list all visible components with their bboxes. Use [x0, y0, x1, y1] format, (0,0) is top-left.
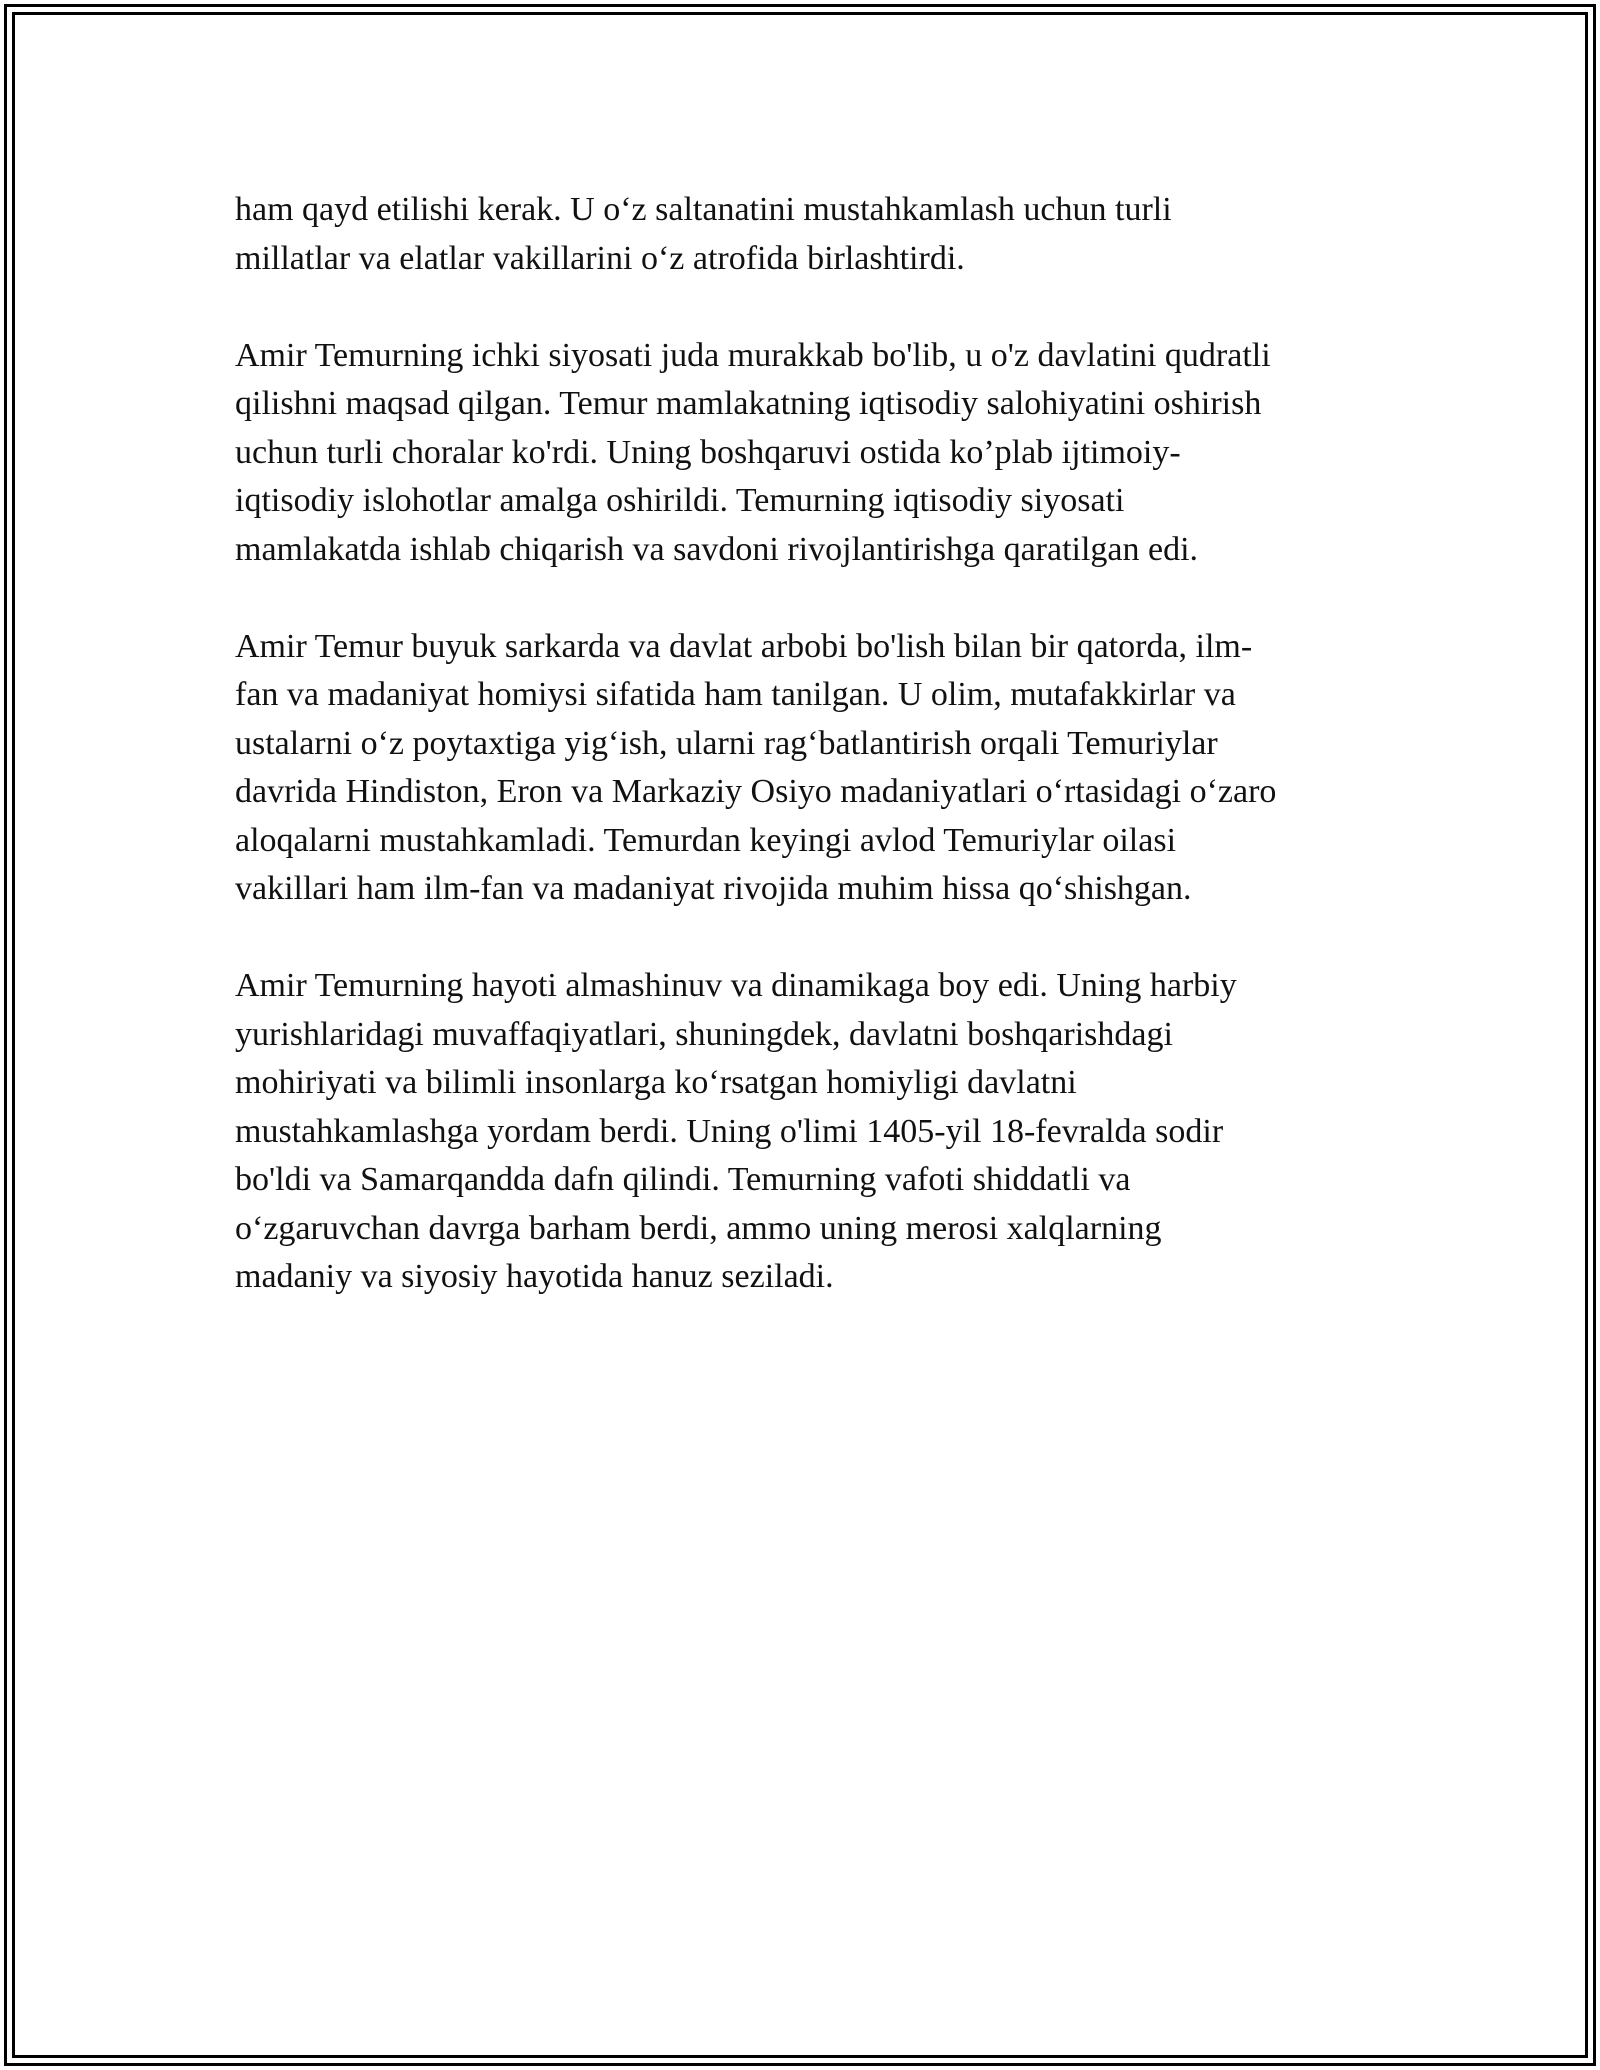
paragraph-gap	[235, 283, 1375, 332]
text-line: madaniy va siyosiy hayotida hanuz seziladi.	[235, 1258, 834, 1295]
paragraph	[235, 962, 1375, 1302]
text-line: aloqalarni mustahkamladi. Temurdan keyingi avlod Temuriylar oilasi	[235, 821, 1177, 859]
text-line: mustahkamlashga yordam berdi. Uning o'limi 1405-yil 18-fevralda sodir	[235, 1112, 1224, 1150]
text-line: yurishlaridagi muvaffaqiyatlari, shuningdek, davlatni boshqarishdagi	[235, 1015, 1173, 1053]
paragraph-gap	[235, 574, 1375, 623]
paragraph	[235, 623, 1375, 914]
text-line: fan va madaniyat homiysi sifatida ham tanilgan. U olim, mutafakkirlar va	[235, 676, 1236, 713]
text-line: iqtisodiy islohotlar amalga oshirildi. Temurning iqtisodiy siyosati	[235, 482, 1125, 519]
text-line: o‘zgaruvchan davrga barham berdi, ammo uning merosi xalqlarning	[235, 1209, 1162, 1247]
paragraph	[235, 332, 1375, 575]
text-line: Amir Temur buyuk sarkarda va davlat arbobi bo'lish bilan bir qatorda, ilm-	[235, 627, 1253, 665]
text-line: qilishni maqsad qilgan. Temur mamlakatning iqtisodiy salohiyatini oshirish	[235, 385, 1262, 422]
text-line: Amir Temurning ichki siyosati juda murakkab bo'lib, u o'z davlatini qudratli	[235, 336, 1271, 374]
text-line: millatlar va elatlar vakillarini o‘z atrofida birlashtirdi.	[235, 239, 965, 277]
text-line: davrida Hindiston, Eron va Markaziy Osiyo madaniyatlari o‘rtasidagi o‘zaro	[235, 773, 1277, 810]
document-body	[235, 186, 1375, 1302]
text-line: vakillari ham ilm-fan va madaniyat rivojida muhim hissa qo‘shishgan.	[235, 870, 1192, 907]
text-line: mohiriyati va bilimli insonlarga ko‘rsatgan homiyligi davlatni	[235, 1064, 1077, 1101]
text-line: mamlakatda ishlab chiqarish va savdoni rivojlantirishga qaratilgan edi.	[235, 530, 1199, 568]
text-line: bo'ldi va Samarqandda dafn qilindi. Temurning vafoti shiddatli va	[235, 1161, 1131, 1198]
text-line: ham qayd etilishi kerak. U o‘z saltanatini mustahkamlash uchun turli	[235, 191, 1172, 228]
text-line: ustalarni o‘z poytaxtiga yig‘ish, ularni rag‘batlantirish orqali Temuriylar	[235, 724, 1218, 762]
paragraph-gap	[235, 914, 1375, 963]
text-line: Amir Temurning hayoti almashinuv va dinamikaga boy edi. Uning harbiy	[235, 967, 1237, 1004]
paragraph	[235, 186, 1375, 283]
text-line: uchun turli choralar ko'rdi. Uning boshqaruvi ostida ko’plab ijtimoiy-	[235, 433, 1181, 471]
